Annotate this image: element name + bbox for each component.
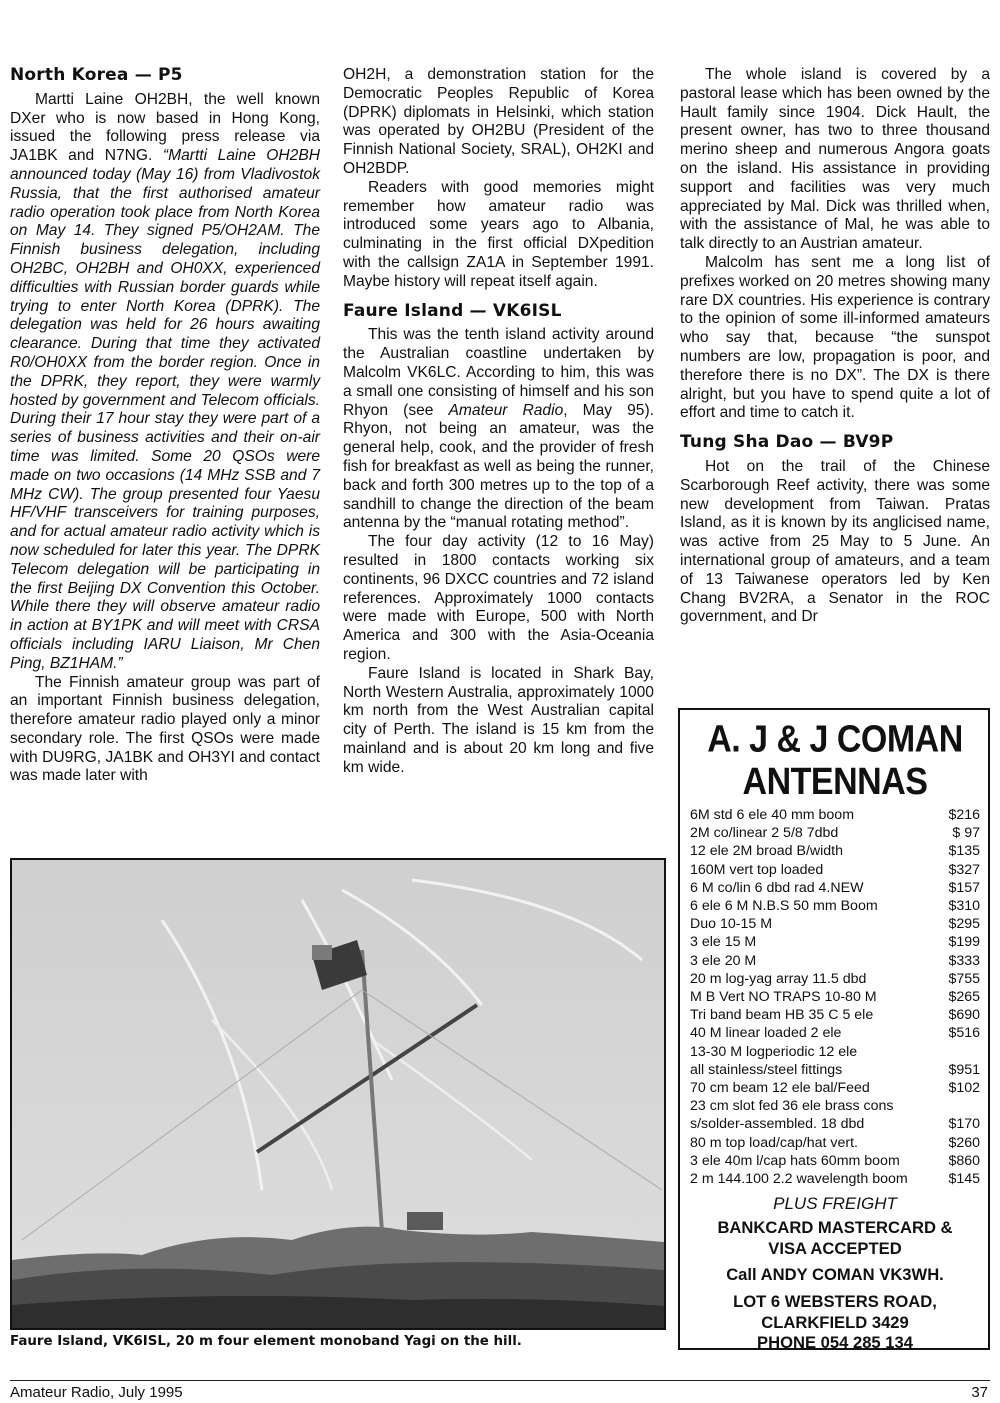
item-name: 3 ele 15 M xyxy=(690,934,757,951)
item-name: 2 m 144.100 2.2 wavelength boom xyxy=(690,1171,908,1188)
heading-faure-island: Faure Island — VK6ISL xyxy=(343,300,562,321)
item-price: $135 xyxy=(948,843,980,860)
item-name: Tri band beam HB 35 C 5 ele xyxy=(690,1007,874,1024)
coman-antennas-advert xyxy=(678,708,990,1353)
footer-publication: Amateur Radio, July 1995 xyxy=(10,1384,183,1401)
advert-title xyxy=(690,718,980,803)
column-2 xyxy=(343,66,654,777)
advert-title-line-2: ANTENNAS xyxy=(742,760,928,804)
item-name: 6 M co/lin 6 dbd rad 4.NEW xyxy=(690,879,864,896)
heading-north-korea: North Korea — P5 xyxy=(10,65,183,85)
price-list-item xyxy=(690,1079,980,1097)
item-price: $327 xyxy=(948,861,980,878)
item-name: 20 m log-yag array 11.5 dbd xyxy=(690,970,867,987)
antenna-photo-illustration xyxy=(12,860,664,1328)
item-name: 6M std 6 ele 40 mm boom xyxy=(690,807,855,823)
item-name: 6 ele 6 M N.B.S 50 mm Boom xyxy=(690,898,878,915)
price-list-item xyxy=(690,1152,980,1170)
item-price: $310 xyxy=(948,898,980,915)
price-list-item xyxy=(690,1006,980,1024)
cards-line-1: BANKCARD MASTERCARD & xyxy=(717,1218,953,1238)
item-name: 2M co/linear 2 5/8 7dbd xyxy=(690,825,839,842)
item-price: $145 xyxy=(948,1171,980,1188)
item-price: $157 xyxy=(948,879,980,896)
price-list-item xyxy=(690,1134,980,1152)
item-name: 160M vert top loaded xyxy=(690,861,824,878)
price-list-item xyxy=(690,988,980,1006)
item-price: $860 xyxy=(948,1152,980,1169)
price-list-item xyxy=(690,1024,980,1042)
north-korea-paragraph-2: The Finnish amateur group was part of an important Finnish business delegation, therefore amateur radio played only a minor secondary role. The first QSOs were made with DU9RG, JA1BK and OH3YI and contact was made later with xyxy=(10,673,320,785)
column-3 xyxy=(680,66,990,627)
north-korea-paragraph-1 xyxy=(10,91,320,674)
item-price: $333 xyxy=(948,952,980,969)
address-line-2: CLARKFIELD 3429 xyxy=(761,1312,909,1332)
price-list-item xyxy=(690,824,980,842)
item-price: $690 xyxy=(948,1007,980,1024)
price-list-item xyxy=(690,879,980,897)
heading-tung-sha-dao: Tung Sha Dao — BV9P xyxy=(680,432,894,453)
item-price: $516 xyxy=(948,1025,980,1042)
item-name: all stainless/steel fittings xyxy=(690,1061,843,1078)
item-price: $260 xyxy=(948,1134,980,1151)
price-list-item xyxy=(690,933,980,951)
press-release-intro: Martti Laine OH2BH, the well known DXer who is now based in Hong Kong, issued the following press release via JA1BK and N7NG. xyxy=(10,90,320,165)
item-price: $265 xyxy=(948,989,980,1006)
price-list-item xyxy=(690,1097,980,1115)
item-name: 70 cm beam 12 ele bal/Feed xyxy=(690,1080,870,1097)
price-list-item xyxy=(690,1115,980,1133)
albania-paragraph: Readers with good memories might remember how amateur radio was introduced some years ago to Albania, culminating in the first official DXpedition with the callsign ZA1A in September 1991. Maybe history will repeat itself again. xyxy=(343,178,654,290)
antenna-price-list xyxy=(690,806,980,1188)
item-name: s/solder-assembled. 18 dbd xyxy=(690,1116,865,1133)
price-list-item xyxy=(690,861,980,879)
price-list-item xyxy=(690,842,980,860)
price-list-item xyxy=(690,1170,980,1188)
item-name: 80 m top load/cap/hat vert. xyxy=(690,1134,858,1151)
photo-caption: Faure Island, VK6ISL, 20 m four element monoband Yagi on the hill. xyxy=(10,1334,522,1349)
price-list-item xyxy=(690,970,980,988)
oh2h-paragraph: OH2H, a demonstration station for the Democratic Peoples Republic of Korea (DPRK) diplomats in Helsinki, which station was operated by OH2BU (President of the Finnish National Society, SRAL), OH2KI and OH2BDP. xyxy=(343,66,654,177)
call-line: Call ANDY COMAN VK3WH. xyxy=(726,1265,944,1285)
column-1 xyxy=(10,66,320,786)
item-price: $170 xyxy=(948,1116,980,1133)
island-lease-paragraph: The whole island is covered by a pastoral lease which has been owned by the Hault family since 1904. Dick Hault, the present owner, has two to three thousand merino sheep and numerous Angora goats on the island. His assistance in providing support and facilities was very much appreciated by Mal. Dick was thrilled when, with the assistance of Mal, he was able to talk directly to an Austrian amateur. xyxy=(680,66,990,253)
item-price: $199 xyxy=(948,934,980,951)
item-price: $951 xyxy=(948,1061,980,1078)
item-price: $295 xyxy=(948,916,980,933)
footer-rule xyxy=(10,1380,990,1381)
faure-paragraph-3: Faure Island is located in Shark Bay, North Western Australia, approximately 1000 km north from the West Australian capital city of Perth. The island is 15 km from the mainland and is about 20 km long and five km wide. xyxy=(343,664,654,776)
faure-island-antenna-photo xyxy=(10,858,666,1330)
item-name: 40 M linear loaded 2 ele xyxy=(690,1025,842,1042)
faure-paragraph-1: This was the tenth island activity around the Australian coastline undertaken by Malcolm VK6LC. According to him, this was a small one consisting of himself and his son Rhyon (see Amateur Radio, May 95). Rhyon, not being an amateur, was the general help, cook, and the provider of fresh fish for breakfast as well as being the runner, back and forth 300 metres up to the top of a sandhill to change the direction of the beam antenna by the “manual rotating method”. xyxy=(343,326,655,532)
item-price: $ 97 xyxy=(952,825,980,842)
item-name: Duo 10-15 M xyxy=(690,916,773,933)
item-price: $755 xyxy=(948,970,980,987)
prefixes-paragraph: Malcolm has sent me a long list of prefixes worked on 20 metres showing many rare DX countries. His experience is contrary to the opinion of some ill-informed amateurs who say that, because “the sunspot numbers are low, propagation is poor, and therefore there is no DX”. The DX is there alright, but you have to spend quite a lot of effort and time to catch it. xyxy=(680,253,990,422)
item-name: M B Vert NO TRAPS 10-80 M xyxy=(690,989,877,1006)
phone-line: PHONE 054 285 134 xyxy=(757,1333,913,1353)
price-list-item xyxy=(690,915,980,933)
press-release-quote: “Martti Laine OH2BH announced today (May 16) from Vladivostok Russia, that the first authorised amateur radio operation took place from North Korea on May 14. They signed P5/OH2AM. The Finnish business delegation, including OH2BC, OH2BH and OH0XX, experienced difficulties with Russian border guards while trying to enter North Korea (DPRK). The delegation was held for 26 hours awaiting clearance. During that time they activated R0/OH0XX from the border region. Once in the DPRK, they report, they were warmly hosted by government and Telecom officials. During their 17 hour stay they were part of a series of business activities and their on-air time was limited. Some 20 QSOs were made on two occasions (14 MHz SSB and 7 MHz CW). The group presented four Yaesu HF/VHF transceivers for training purposes, and for actual amateur radio activity which is now scheduled for later this year. The DPRK Telecom delegation will be participating in the first Beijing DX Convention this October. While there they will observe amateur radio in action at BY1PK and will meet with CRSA officials including IARU Liaison, Mr Chen Ping, BZ1HAM.” xyxy=(10,147,320,672)
page-number: 37 xyxy=(971,1384,988,1401)
item-price: $102 xyxy=(948,1080,980,1097)
item-name: 3 ele 40m l/cap hats 60mm boom xyxy=(690,1152,900,1169)
price-list-item xyxy=(690,1043,980,1061)
price-list-item xyxy=(690,897,980,915)
faure-paragraph-2: The four day activity (12 to 16 May) resulted in 1800 contacts working six continents, 96 DXCC countries and 72 island references. Approximately 1000 contacts were made with Europe, 500 with North America and 300 with the Asia-Oceania region. xyxy=(343,533,654,663)
item-name: 3 ele 20 M xyxy=(690,952,757,969)
freight-note: PLUS FREIGHT xyxy=(773,1194,897,1214)
price-list-item xyxy=(690,806,980,824)
cards-line-2: VISA ACCEPTED xyxy=(768,1238,902,1258)
price-list-item xyxy=(690,1061,980,1079)
pratas-paragraph: Hot on the trail of the Chinese Scarborough Reef activity, there was some new development from Taiwan. Pratas Island, as it is known by its anglicised name, was active from 25 May to 5 June. An international group of amateurs, and a team of 13 Taiwanese operators led by Ken Chang BV2RA, a Senator in the ROC government, and Dr xyxy=(680,457,990,626)
magazine-reference: Amateur Radio xyxy=(448,401,564,419)
item-name: 23 cm slot fed 36 ele brass cons xyxy=(690,1098,894,1115)
item-price: $216 xyxy=(948,807,980,823)
address-line-1: LOT 6 WEBSTERS ROAD, xyxy=(733,1292,937,1312)
item-name: 13-30 M logperiodic 12 ele xyxy=(690,1043,858,1060)
price-list-item xyxy=(690,952,980,970)
advert-title-line-1: A. J & J COMAN xyxy=(707,718,963,761)
item-name: 12 ele 2M broad B/width xyxy=(690,843,844,860)
